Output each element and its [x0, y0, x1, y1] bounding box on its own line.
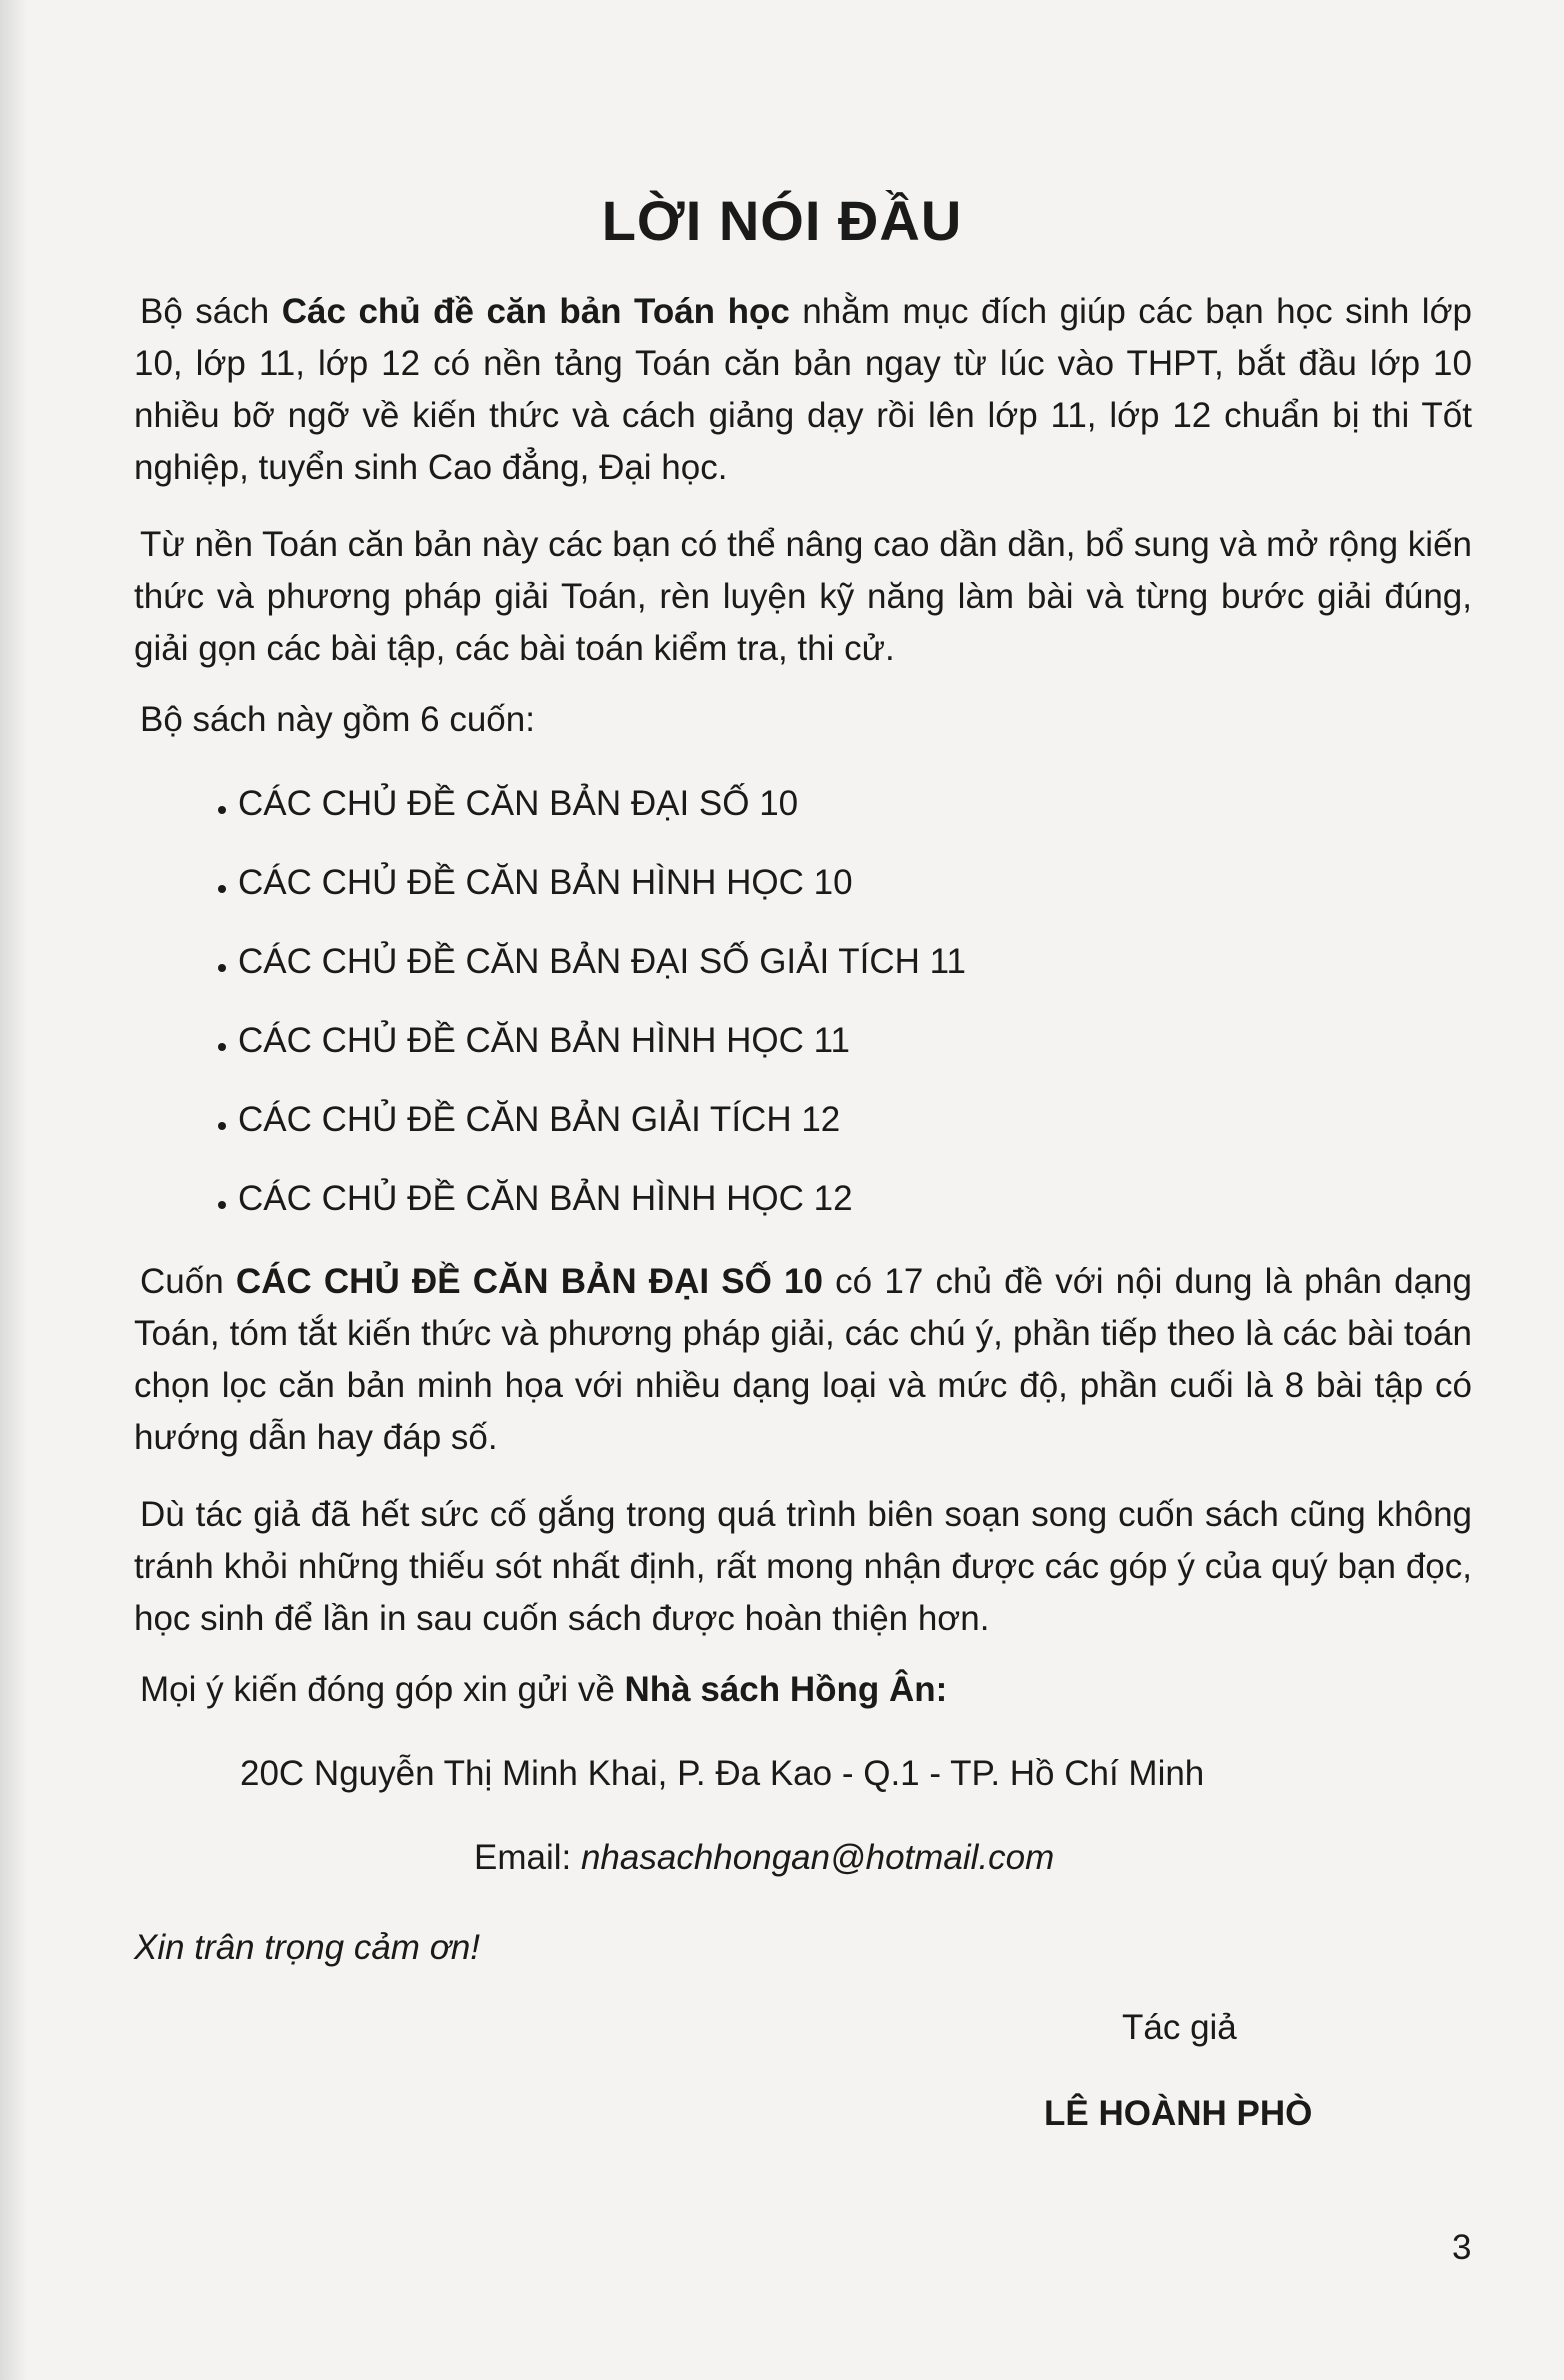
email-address: nhasachhongan@hotmail.com	[580, 1838, 1055, 1877]
book-list-item	[218, 1167, 966, 1246]
book-list-item	[218, 772, 966, 851]
feedback-text: Mọi ý kiến đóng góp xin gửi về	[140, 1670, 625, 1709]
bullet-icon	[218, 1043, 226, 1051]
bullet-icon	[218, 1201, 226, 1209]
book-desc-start: Cuốn	[140, 1262, 236, 1301]
book-title: CÁC CHỦ ĐỀ CĂN BẢN ĐẠI SỐ 10	[238, 784, 799, 823]
intro-text-start: Bộ sách	[140, 292, 282, 331]
page-number: 3	[1452, 2228, 1472, 2267]
publisher-name: Nhà sách Hồng Ân:	[624, 1670, 948, 1709]
book-title: CÁC CHỦ ĐỀ CĂN BẢN HÌNH HỌC 12	[238, 1179, 853, 1218]
email-label: Email:	[474, 1838, 581, 1877]
intro-paragraph	[134, 286, 1472, 494]
page-title: LỜI NÓI ĐẦU	[601, 189, 963, 252]
book-list-item	[218, 930, 966, 1009]
purpose-paragraph: Từ nền Toán căn bản này các bạn có thể nâng cao dần dần, bổ sung và mở rộng kiến thức và phương pháp giải Toán, rèn luyện kỹ năng làm bài và từng bước giải đúng, giải gọn các bài tập, các bài toán kiểm tra, thi cử.	[134, 525, 1472, 668]
bullet-icon	[218, 806, 226, 814]
book-title: CÁC CHỦ ĐỀ CĂN BẢN HÌNH HỌC 11	[238, 1021, 850, 1060]
book-list-item	[218, 851, 966, 930]
intro-text-end: nhằm mục đích giúp các bạn học sinh lớp 10, lớp 11, lớp 12 có nền tảng Toán căn bản ngay từ lúc vào THPT, bắt đầu lớp 10 nhiều bỡ ngỡ về kiến thức và cách giảng dạy rồi lên lớp 11, lớp 12 chuẩn bị thi Tốt nghiệp, tuyển sinh Cao đẳng, Đại học.	[134, 292, 1472, 487]
series-name: Các chủ đề căn bản Toán học	[281, 292, 790, 331]
email-line	[474, 1838, 1054, 1878]
book-title: CÁC CHỦ ĐỀ CĂN BẢN HÌNH HỌC 10	[238, 863, 853, 902]
series-count-paragraph: Bộ sách này gồm 6 cuốn:	[140, 700, 535, 739]
thanks-line: Xin trân trọng cảm ơn!	[134, 1928, 481, 1967]
book-desc-end: có 17 chủ đề với nội dung là phân dạng Toán, tóm tắt kiến thức và phương pháp giải, các chú ý, phần tiếp theo là các bài toán chọn lọc căn bản minh họa với nhiều dạng loại và mức độ, phần cuối là 8 bài tập có hướng dẫn hay đáp số.	[134, 1262, 1472, 1457]
book-list	[218, 772, 966, 1246]
book-description-paragraph	[134, 1256, 1472, 1464]
bullet-icon	[218, 1122, 226, 1130]
bullet-icon	[218, 885, 226, 893]
book-list-item	[218, 1088, 966, 1167]
bullet-icon	[218, 964, 226, 972]
apology-paragraph: Dù tác giả đã hết sức cố gắng trong quá trình biên soạn song cuốn sách cũng không tránh khỏi những thiếu sót nhất định, rất mong nhận được các góp ý của quý bạn đọc, học sinh để lần in sau cuốn sách được hoàn thiện hơn.	[134, 1495, 1472, 1638]
author-label: Tác giả	[1122, 2008, 1237, 2047]
book-title: CÁC CHỦ ĐỀ CĂN BẢN GIẢI TÍCH 12	[238, 1100, 841, 1139]
author-name: LÊ HOÀNH PHÒ	[1044, 2094, 1313, 2133]
book-name: CÁC CHỦ ĐỀ CĂN BẢN ĐẠI SỐ 10	[235, 1262, 823, 1301]
book-title: CÁC CHỦ ĐỀ CĂN BẢN ĐẠI SỐ GIẢI TÍCH 11	[238, 942, 967, 981]
feedback-paragraph	[134, 1664, 1472, 1716]
book-list-item	[218, 1009, 966, 1088]
publisher-address: 20C Nguyễn Thị Minh Khai, P. Đa Kao - Q.1 - TP. Hồ Chí Minh	[240, 1754, 1205, 1793]
